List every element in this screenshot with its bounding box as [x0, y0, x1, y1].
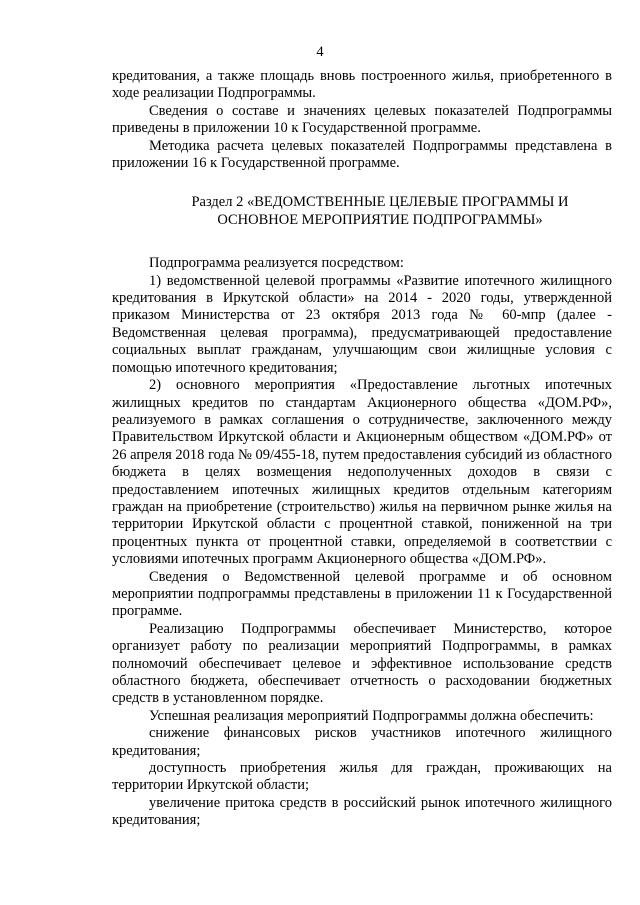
list-item: доступность приобретения жилья для граждан, проживающих на территории Иркутской области;	[112, 760, 612, 794]
paragraph: Сведения о Ведомственной целевой программе и об основном мероприятии подпрограммы представлены в приложении 11 к Государственной программе.	[112, 568, 612, 620]
paragraph: 1) ведомственной целевой программы «Развитие ипотечного жилищного кредитования в Иркутской области» на 2014 - 2020 годы, утвержденной приказом Министерства от 23 октября 2013 года № 60-мпр (далее - Ведомственная целевая программа), предусматривающей предоставление социальных выплат гражданам, улучшающим свои жилищные условия с помощью ипотечного кредитования;	[112, 272, 612, 376]
paragraph: Подпрограмма реализуется посредством:	[149, 255, 404, 272]
paragraph: Сведения о составе и значениях целевых показателей Подпрограммы приведены в приложении 10 к Государственной программе.	[112, 102, 612, 137]
section-heading-line: Раздел 2 «ВЕДОМСТВЕННЫЕ ЦЕЛЕВЫЕ ПРОГРАММЫ И	[191, 194, 569, 211]
paragraph: кредитования, а также площадь вновь построенного жилья, приобретенного в ходе реализации Подпрограммы.	[112, 68, 612, 102]
section-heading-line: ОСНОВНОЕ МЕРОПРИЯТИЕ ПОДПРОГРАММЫ»	[217, 211, 543, 228]
list-item: снижение финансовых рисков участников ипотечного жилищного кредитования;	[112, 725, 612, 759]
page-number: 4	[316, 44, 324, 60]
section-heading	[112, 194, 612, 229]
list-item: увеличение притока средств в российский рынок ипотечного жилищного кредитования;	[112, 794, 612, 829]
paragraph: 2) основного мероприятия «Предоставление льготных ипотечных жилищных кредитов по стандартам Акционерного общества «ДОМ.РФ», реализуемого в рамках соглашения о сотрудничестве, заключенного между Правительством Иркутской области и Акционерным обществом «ДОМ.РФ» от 26 апреля 2018 года № 09/455-18, путем предоставления субсидий из областного бюджета в целях возмещения недополученных доходов в связи с предоставлением ипотечных жилищных кредитов отдельным категориям граждан на приобретение (строительство) жилья на первичном рынке жилья на территории Иркутской области с процентной ставкой, пониженной на три процентных пункта от процентной ставки, определяемой в соответствии с условиями ипотечных программ Акционерного общества «ДОМ.РФ».	[112, 377, 612, 568]
paragraph: Реализацию Подпрограммы обеспечивает Министерство, которое организует работу по реализации мероприятий Подпрограммы, в рамках полномочий обеспечивает целевое и эффективное использование средств областного бюджета, обеспечивает отчетность о расходовании бюджетных средств в установленном порядке.	[112, 620, 612, 707]
document-body	[112, 68, 612, 830]
paragraph: Методика расчета целевых показателей Подпрограммы представлена в приложении 16 к Государственной программе.	[112, 137, 612, 172]
paragraph: Успешная реализация мероприятий Подпрограммы должна обеспечить:	[149, 707, 594, 724]
